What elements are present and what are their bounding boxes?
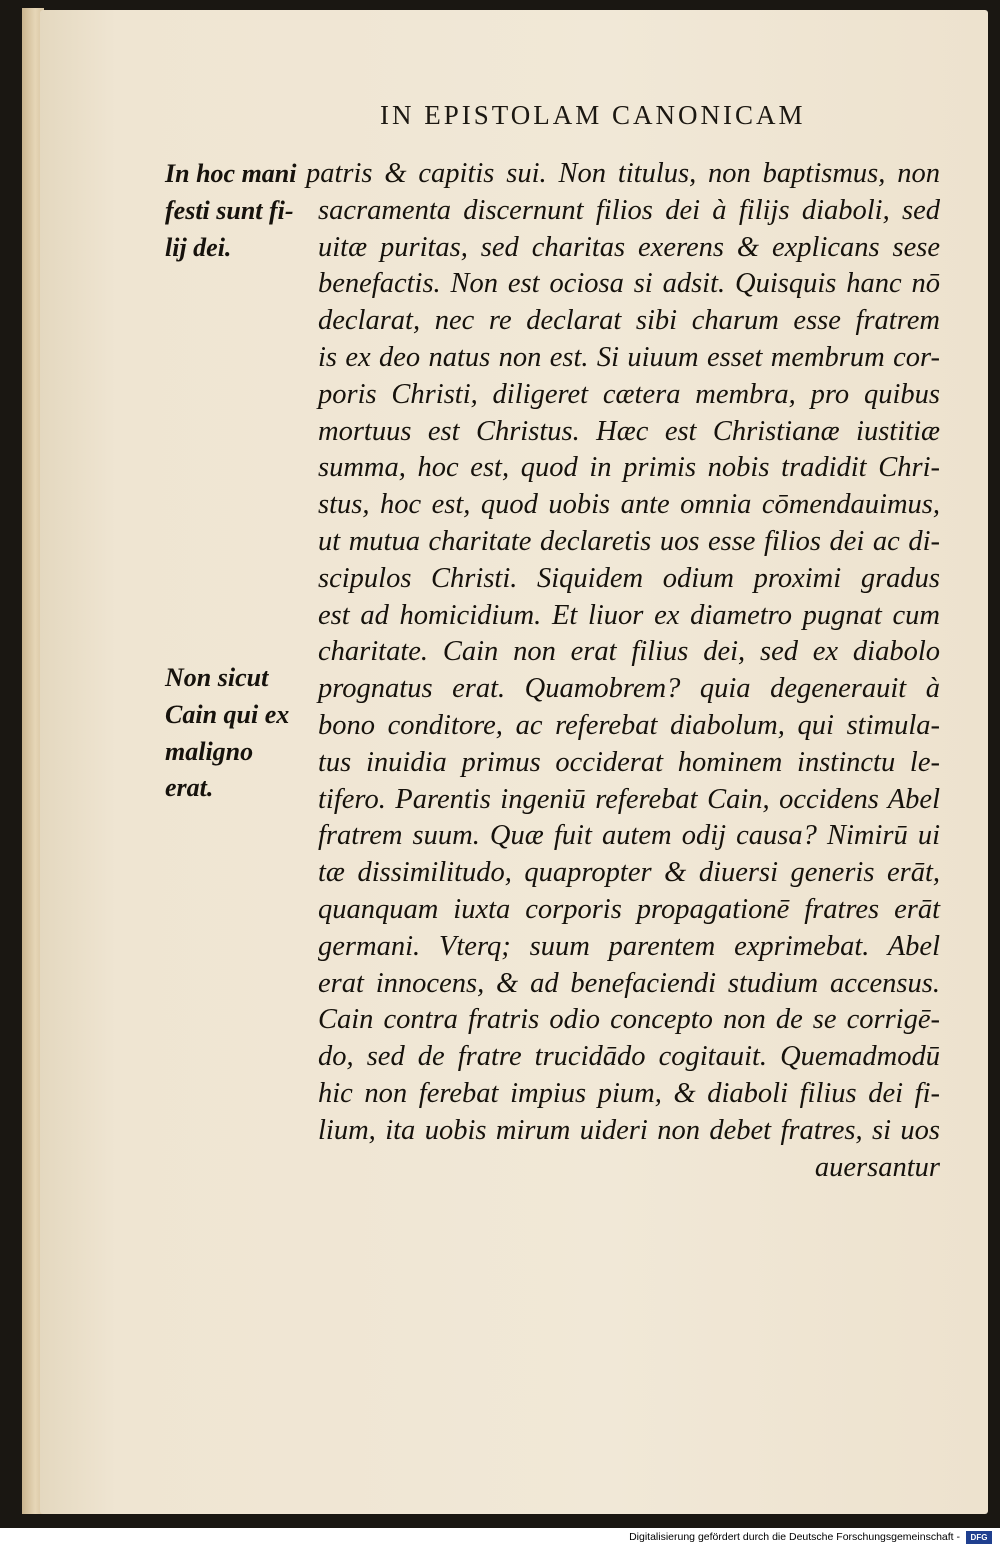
text-line: bono conditore, ac referebat diabolum, qui stimula-	[318, 709, 940, 741]
footer-bar	[0, 1528, 1000, 1548]
text-line: ut mutua charitate declaretis uos esse filios dei ac di-	[318, 525, 940, 557]
margin-note-line: erat.	[165, 773, 214, 803]
text-line: tæ dissimilitudo, quapropter & diuersi generis erāt,	[318, 857, 940, 889]
dfg-logo-icon: DFG	[966, 1531, 992, 1544]
text-line: patris & capitis sui. Non titulus, non baptismus, non	[306, 158, 940, 189]
margin-note-line: In hoc mani	[165, 159, 297, 188]
margin-note-line: lij dei.	[165, 232, 232, 262]
text-line: tifero. Parentis ingeniū referebat Cain, occidens Abel	[318, 783, 940, 815]
text-line: est ad homicidium. Et liuor ex diametro pugnat cum	[318, 599, 940, 631]
text-line: Cain contra fratris odio concepto non de se corrigē-	[318, 1004, 940, 1036]
text-line: do, sed de fratre trucidādo cogitauit. Quemadmodū	[318, 1041, 940, 1073]
text-line: tus inuidia primus occiderat hominem instinctu le-	[318, 746, 940, 778]
text-line: is ex deo natus non est. Si uiuum esset membrum cor-	[318, 341, 940, 373]
text-line: summa, hoc est, quod in primis nobis tradidit Chri-	[318, 452, 940, 484]
margin-note-1	[165, 156, 315, 266]
margin-note-line: Cain qui ex	[165, 699, 290, 729]
text-line: charitate. Cain non erat filius dei, sed ex diabolo	[318, 636, 940, 668]
catchword: auersantur	[814, 1151, 940, 1183]
text-line: erat innocens, & ad benefaciendi studium accensus.	[318, 967, 940, 999]
text-line: scipulos Christi. Siquidem odium proximi gradus	[318, 562, 940, 594]
text-line: benefactis. Non est ociosa si adsit. Quisquis hanc nō	[318, 268, 940, 300]
text-line: poris Christi, diligeret cætera membra, pro quibus	[318, 378, 940, 410]
footer-credit: Digitalisierung gefördert durch die Deutsche Forschungsgemeinschaft -	[629, 1531, 960, 1543]
text-line: fratrem suum. Quæ fuit autem odij causa? Nimirū ui	[318, 820, 940, 852]
running-head: IN EPISTOLAM CANONICAM	[380, 100, 806, 130]
margin-note-line: festi sunt fi-	[165, 195, 294, 225]
margin-note-line: maligno	[165, 736, 254, 766]
margin-note-2	[165, 660, 315, 807]
text-line: quanquam iuxta corporis propagationē fratres erāt	[318, 893, 940, 925]
text-line: hic non ferebat impius pium, & diaboli filius dei fi-	[318, 1077, 940, 1109]
text-line: prognatus erat. Quamobrem? quia degenerauit à	[318, 673, 940, 705]
body-text	[306, 156, 940, 1186]
text-line: mortuus est Christus. Hæc est Christianæ iustitiæ	[318, 415, 940, 447]
text-line: declarat, nec re declarat sibi charum esse fratrem	[318, 305, 940, 337]
text-line: uitæ puritas, sed charitas exerens & explicans sese	[318, 231, 940, 263]
text-line: germani. Vterq; suum parentem exprimebat. Abel	[318, 930, 940, 962]
text-line: sacramenta discernunt filios dei à filijs diaboli, sed	[318, 194, 940, 226]
text-line: stus, hoc est, quod uobis ante omnia cōmendauimus,	[318, 489, 940, 521]
margin-note-line: Non sicut	[165, 663, 269, 692]
text-line: lium, ita uobis mirum uideri non debet fratres, si uos	[318, 1114, 940, 1146]
